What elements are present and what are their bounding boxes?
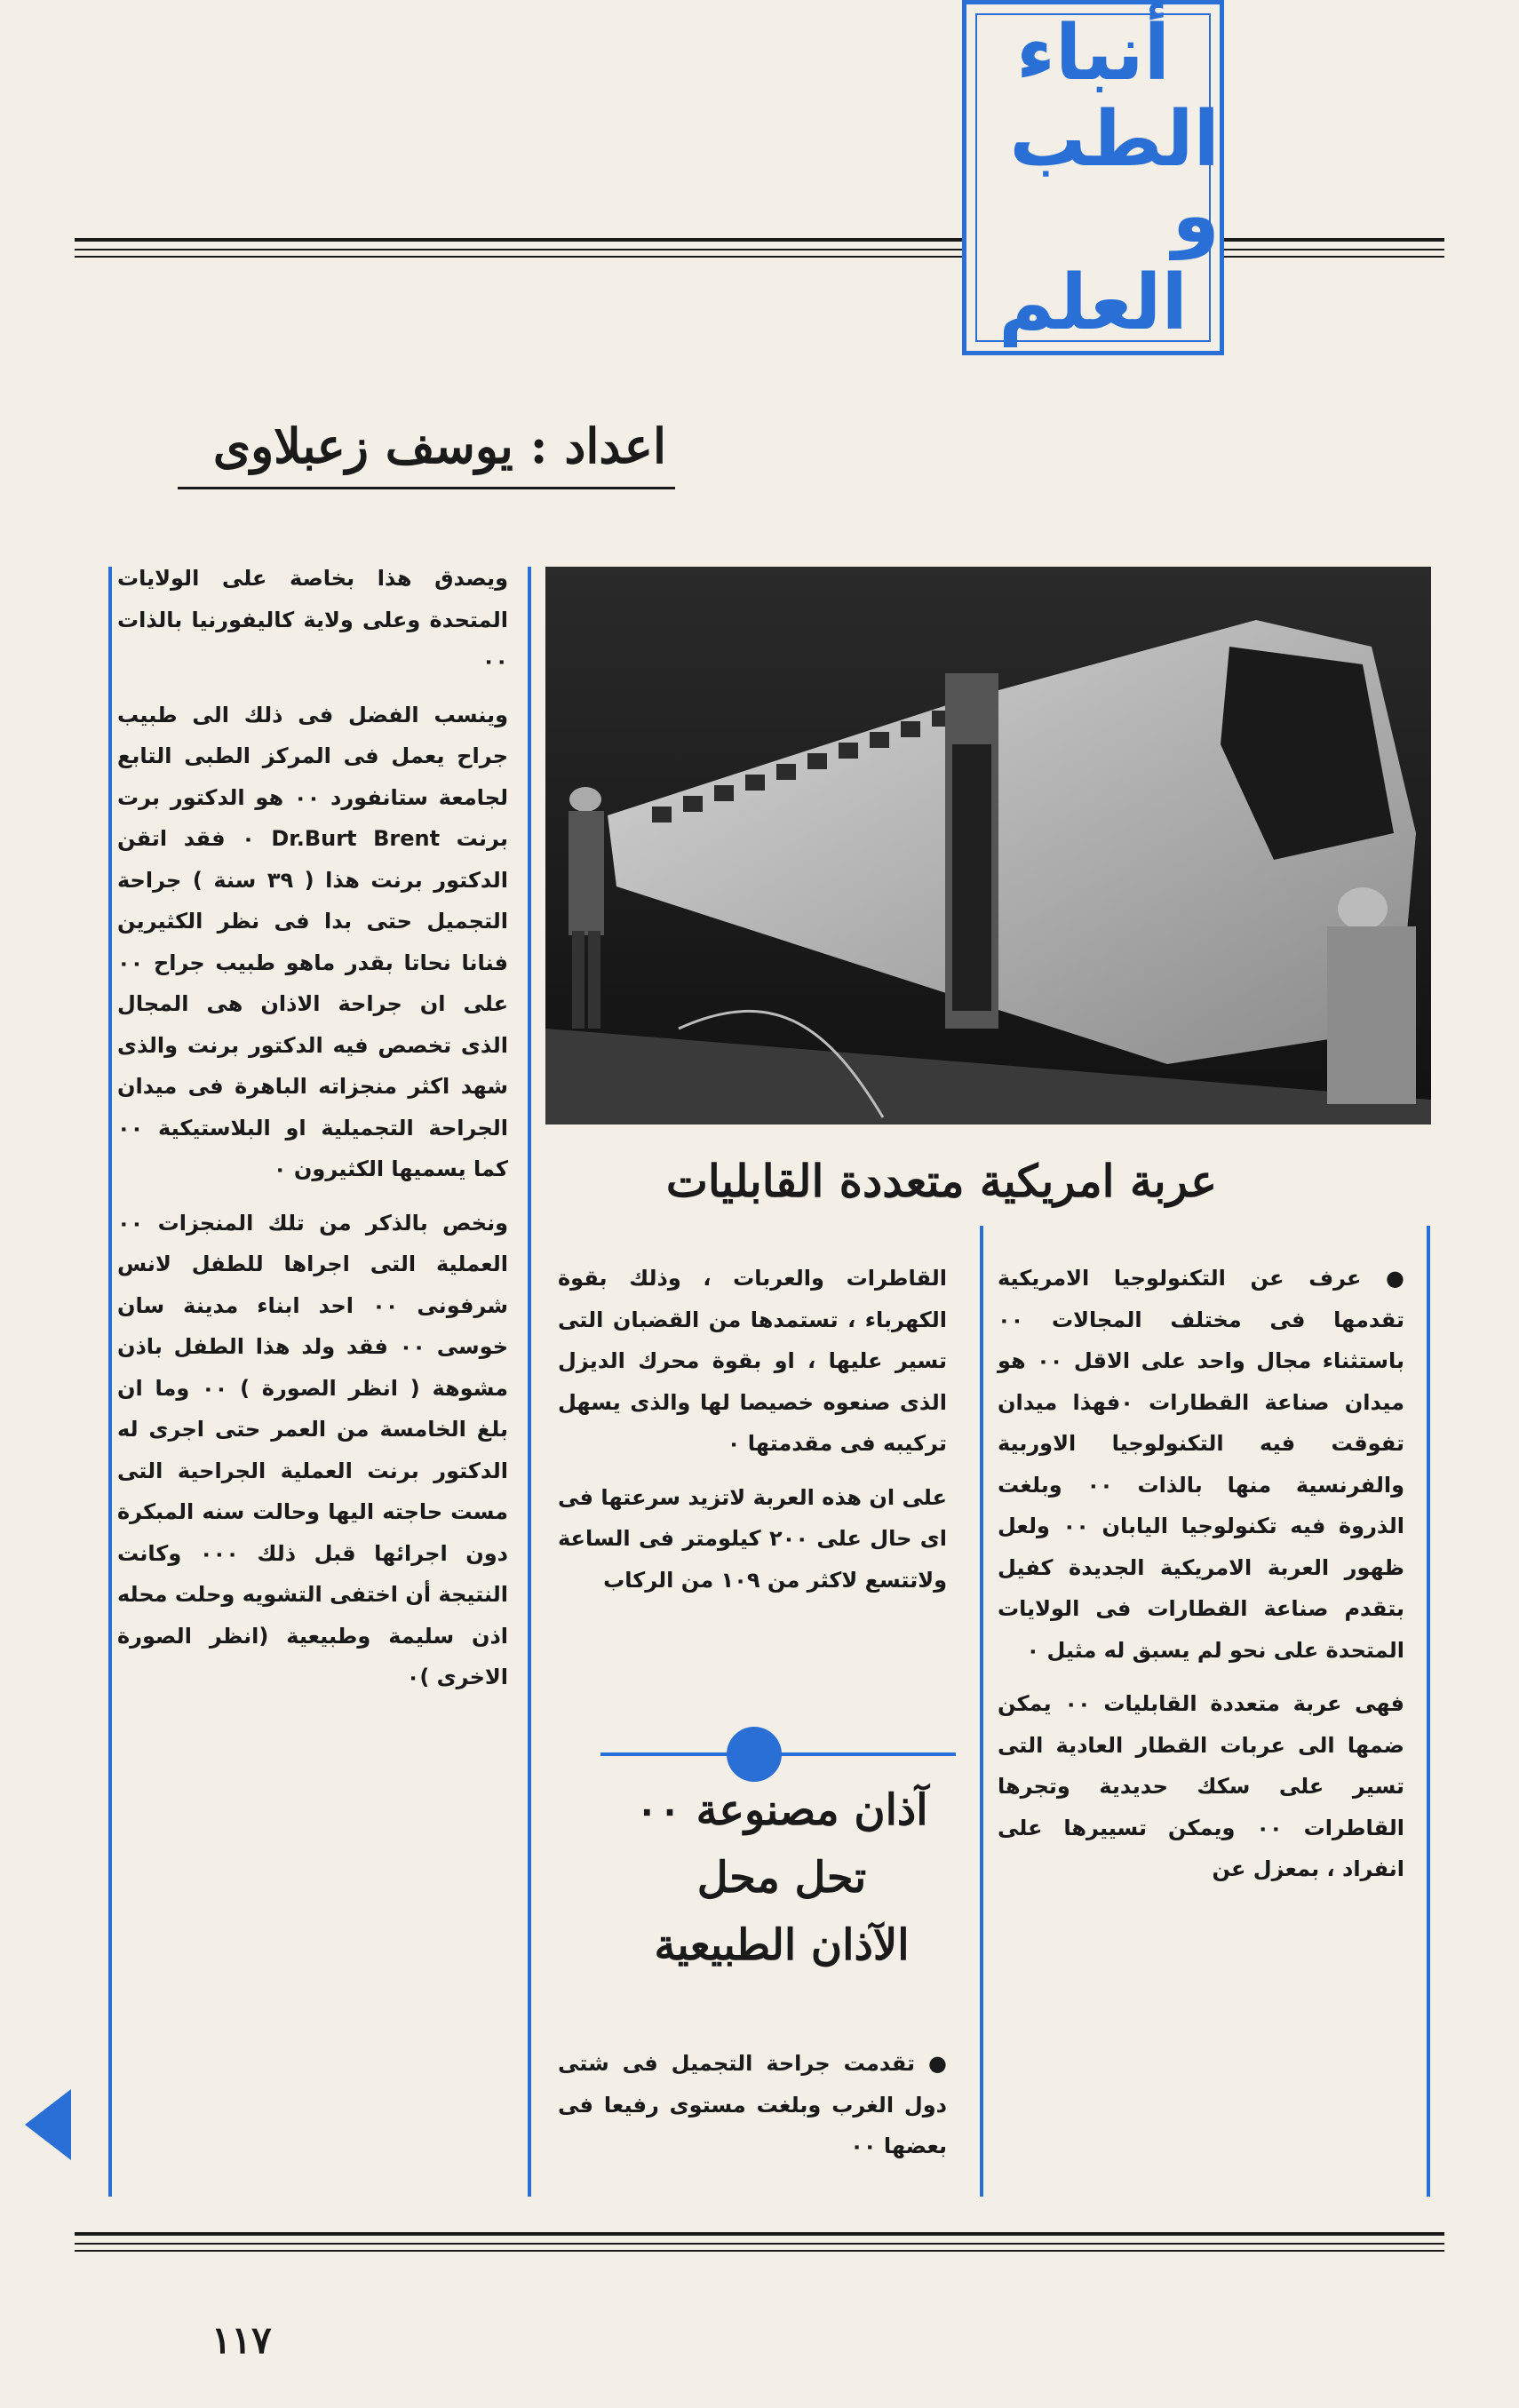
right-column-rule-left	[980, 1226, 983, 2197]
page-arrow-icon	[25, 2089, 71, 2160]
separator-dot	[727, 1727, 782, 1782]
bottom-rule-thin	[75, 2243, 1444, 2245]
top-rule	[75, 238, 1444, 242]
top-rule-thin	[75, 249, 1444, 250]
middle-column-top	[558, 1258, 947, 1613]
middle-column-bottom	[558, 2043, 947, 2180]
paragraph: ويصدق هذا بخاصة على الولايات المتحدة وعلى ولاية كاليفورنيا بالذات ٠٠	[117, 566, 508, 673]
bottom-rule	[75, 2232, 1444, 2236]
paragraph: وينسب الفضل فى ذلك الى طبيب جراح يعمل فى المركز الطبى التابع لجامعة ستانفورد ٠٠ هو الدكتور برت برنت Dr.Burt Brent ٠ فقد اتقن الدكتور برنت هذا ( ٣٩ سنة ) جراحة التجميل حتى بدا فى نظر الكثيرين فنانا نحاتا بقدر ماهو طبيب جراح ٠٠ على ان جراحة الاذان هى المجال الذى تخصص فيه الدكتور برنت والذى شهد اكثر منجزاته الباهرة فى ميدان الجراحة التجميلية او البلاستيكية ٠٠ كما يسميها الكثيرون ٠	[117, 702, 509, 1181]
ears-headline	[613, 1776, 950, 1979]
left-column-rule-left	[108, 567, 112, 2197]
byline-underline	[178, 487, 675, 489]
byline: اعداد : يوسف زعبلاوى	[212, 417, 666, 474]
top-rule-thin-2	[75, 256, 1444, 258]
paragraph: فهى عربة متعددة القابليات ٠٠ يمكن ضمها الى عربات القطار العادية التى تسير على سكك حديدية وتجرها القاطرات ٠٠ ويمكن تسييرها على انفراد ، بمعزل عن	[998, 1691, 1404, 1881]
train-headline: عربة امريكية متعددة القابليات	[665, 1155, 1218, 1207]
right-column	[998, 1258, 1404, 1903]
logo-line-2: الطب و	[1009, 95, 1220, 260]
train-photo	[545, 567, 1431, 1125]
left-column-rule-right	[528, 567, 531, 2197]
ears-headline-line-3: الآذان الطبيعية	[654, 1920, 910, 1970]
logo-line-3: العلم	[998, 258, 1188, 347]
paragraph: ● تقدمت جراحة التجميل فى شتى دول الغرب وبلغت مستوى رفيعا فى بعضها ٠٠	[558, 2051, 947, 2158]
bottom-rule-thin-2	[75, 2250, 1444, 2252]
left-column	[117, 558, 508, 1711]
paragraph: ● عرف عن التكنولوجيا الامريكية تقدمها فى مختلف المجالات ٠٠ باستثناء مجال واحد على الاقل ٠٠ هو ميدان صناعة القطارات ٠فهذا ميدان تفوقت فيه التكنولوجيا الاوربية والفرنسية منها بالذات ٠٠ وبلغت الذروة فيه تكنولوجيا اليابان ٠٠ ولعل ظهور العربة الامريكية الجديدة كفيل بتقدم صناعة القطارات فى الولايات المتحدة على نحو لم يسبق له مثيل ٠	[998, 1266, 1404, 1663]
ears-headline-line-1: آذان مصنوعة ٠٠	[635, 1785, 928, 1835]
paragraph: على ان هذه العربة لاتزيد سرعتها فى اى حال على ٢٠٠ كيلومتر فى الساعة ولاتتسع لاكثر من ١٠٩ من الركاب	[558, 1484, 947, 1593]
right-column-rule-right	[1427, 1226, 1430, 2197]
ears-headline-line-2: تحل محل	[696, 1853, 867, 1903]
paragraph: ونخص بالذكر من تلك المنجزات ٠٠ العملية التى اجراها للطفل لانس شرفونى ٠٠ احد ابناء مدينة سان خوسى ٠٠ فقد ولد هذا الطفل باذن مشوهة ( انظر الصورة ) ٠٠ وما ان بلغ الخامسة من العمر حتى اجرى له الدكتور برنت العملية الجراحية التى مست حاجته اليها وحالت سنه المبكرة دون اجرائها قبل ذلك ٠٠٠ وكانت النتيجة أن اختفى التشويه وحلت محله اذن سليمة وطبيعية (انظر الصورة الاخرى )٠	[117, 1210, 509, 1689]
masthead-logo	[962, 0, 1224, 355]
paragraph: القاطرات والعربات ، وذلك بقوة الكهرباء ، تستمدها من القضبان التى تسير عليها ، او بقوة محرك الديزل الذى صنعوه خصيصا لها والذى يسهل تركيبه فى مقدمتها ٠	[558, 1266, 947, 1456]
page-number: ١١٧	[211, 2318, 272, 2362]
logo-line-1: أنباء	[1015, 8, 1171, 98]
